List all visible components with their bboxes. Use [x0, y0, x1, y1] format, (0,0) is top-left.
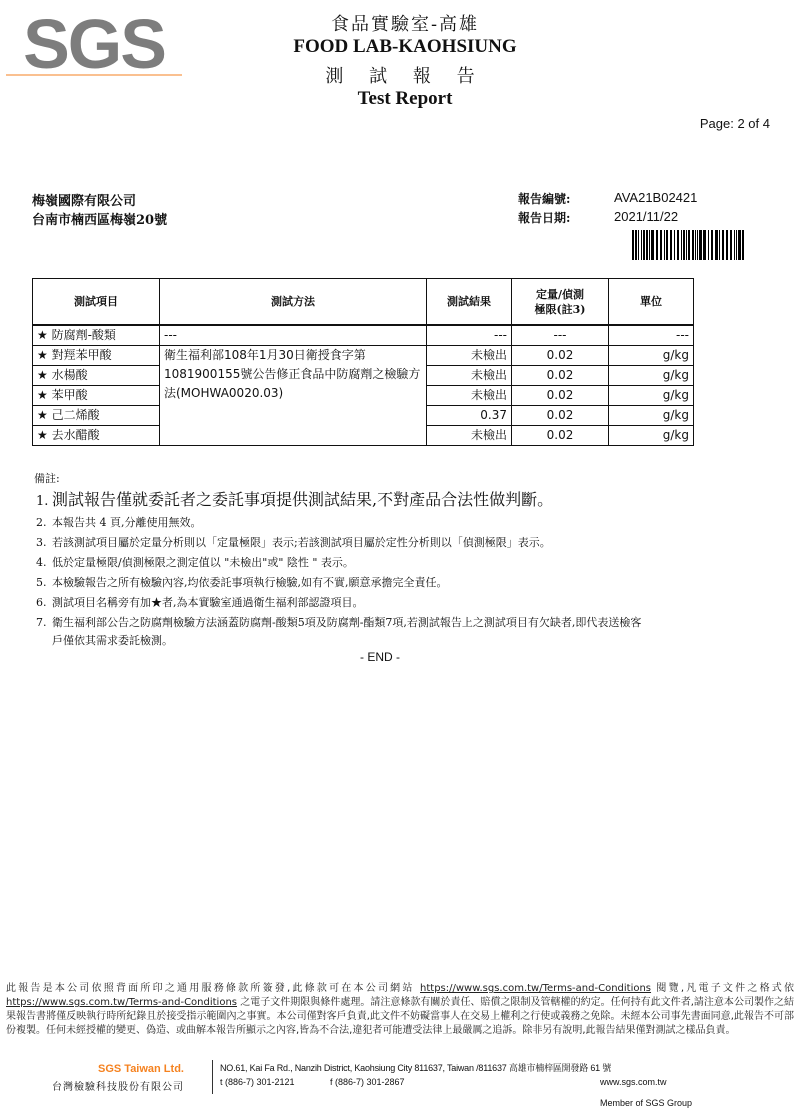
barcode-bar: [742, 230, 744, 260]
disclaimer-text: 此報告是本公司依照背面所印之通用服務條款所簽發,此條款可在本公司網站: [6, 983, 421, 994]
report-date-value: 2021/11/22: [614, 209, 679, 224]
note-item: [36, 514, 766, 532]
note-item: [36, 488, 766, 514]
barcode-bar: [641, 230, 642, 260]
notes-heading: 備註:: [34, 472, 60, 485]
barcode-bar: [656, 230, 658, 260]
footer-website[interactable]: www.sgs.com.tw: [600, 1077, 667, 1087]
barcode-bar: [734, 230, 735, 260]
cell-item: ★ 防腐劑-酸類: [33, 325, 160, 346]
header-limit: 定量/偵測 極限(註3): [512, 279, 609, 326]
barcode-bar: [643, 230, 645, 260]
note-text: 低於定量極限/偵測極限之測定值以 "未檢出"或" 陰性 " 表示。: [52, 556, 354, 569]
barcode-bar: [683, 230, 685, 260]
note-number: 2.: [36, 516, 47, 529]
cell-item: ★ 對羥苯甲酸: [33, 346, 160, 366]
barcode-bar: [651, 230, 654, 260]
note-item: [36, 614, 766, 650]
header-unit: 單位: [609, 279, 694, 326]
barcode-bar: [688, 230, 690, 260]
barcode-bar: [726, 230, 728, 260]
terms-link[interactable]: https://www.sgs.com.tw/Terms-and-Conditions: [6, 997, 238, 1008]
report-date-label: 報告日期:: [518, 211, 571, 225]
barcode-bar: [670, 230, 672, 260]
header-item: 測試項目: [33, 279, 160, 326]
table-header-row: [33, 279, 694, 326]
header-method: 測試方法: [160, 279, 427, 326]
note-text: 本檢驗報告之所有檢驗內容,均依委託事項執行檢驗,如有不實,願意承擔完全責任。: [52, 576, 448, 589]
cell-item: ★ 水楊酸: [33, 366, 160, 386]
barcode-icon: [632, 230, 747, 260]
barcode-bar: [666, 230, 668, 260]
cell-limit: 0.02: [512, 426, 609, 446]
cell-result: 未檢出: [427, 346, 512, 366]
disclaimer-text: 之電子文件期限與條件處理。請注意條款有關於責任、賠償之限制及管轄權的約定。任何持有此文件者,請注意本公司製作之結果報告書將僅反映執行時所紀錄且於接受指示範圍內之事實。本公司僅對客戶負責,此文件不妨礙當事人在交易上權利之行使或義務之免除。未經本公司事先書面同意,此報告不可部份複製。任何未經授權的變更、偽造、或曲解本報告所顯示之內容,皆為不合法,違犯者可能遭受法律上最嚴厲之追訴。除非另有說明,此報告結果僅對測試之樣品負責。: [6, 997, 794, 1036]
barcode-bar: [711, 230, 713, 260]
note-number: 1.: [36, 494, 49, 509]
cell-method-text: 衛生福利部108年1月30日衛授食字第1081900155號公告修正食品中防腐劑之檢驗方法(MOHWA0020.03): [160, 346, 427, 446]
cell-item: ★ 己二烯酸: [33, 406, 160, 426]
report-no-label: 報告編號:: [518, 192, 571, 206]
barcode-bar: [649, 230, 650, 260]
barcode-bar: [660, 230, 662, 260]
barcode-bar: [664, 230, 665, 260]
cell-unit: g/kg: [609, 406, 694, 426]
cell-limit: ---: [512, 325, 609, 346]
barcode-bar: [719, 230, 720, 260]
barcode-bar: [632, 230, 634, 260]
note-item: [36, 594, 766, 612]
report-no-value: AVA21B02421: [614, 190, 698, 205]
cell-item: ★ 苯甲酸: [33, 386, 160, 406]
barcode-bar: [697, 230, 698, 260]
barcode-bar: [681, 230, 682, 260]
lab-title-zh: 食品實驗室-高雄: [330, 14, 480, 35]
barcode-bar: [638, 230, 639, 260]
client-address: 台南市楠西區梅嶺20號: [32, 213, 168, 228]
cell-unit: g/kg: [609, 346, 694, 366]
barcode-bar: [686, 230, 687, 260]
note-number: 6.: [36, 596, 47, 609]
cell-result: 0.37: [427, 406, 512, 426]
cell-limit: 0.02: [512, 346, 609, 366]
page-number: Page: 2 of 4: [699, 116, 770, 131]
note-text-continued: 戶僅依其需求委託檢測。: [52, 634, 173, 647]
note-text: 本報告共 4 頁,分離使用無效。: [52, 516, 202, 529]
footer-divider: [212, 1060, 213, 1094]
footer-fax: f (886-7) 301-2867: [330, 1077, 405, 1087]
cell-item: ★ 去水醋酸: [33, 426, 160, 446]
barcode-bar: [699, 230, 702, 260]
footer-address: NO.61, Kai Fa Rd., Nanzih District, Kaohsiung City 811637, Taiwan /811637 高雄市楠梓區開發路 61 號: [220, 1063, 612, 1073]
sgs-logo: [6, 8, 182, 80]
footer-member: Member of SGS Group: [600, 1098, 693, 1108]
note-number: 7.: [36, 616, 47, 629]
report-title-en: Test Report: [357, 88, 453, 109]
report-title-zh: 測 試 報 告: [325, 66, 485, 87]
barcode-bar: [677, 230, 679, 260]
cell-unit: g/kg: [609, 386, 694, 406]
barcode-bar: [730, 230, 732, 260]
disclaimer-text: 閱覽,凡電子文件之格式依: [651, 983, 795, 994]
footer-phone: t (886-7) 301-2121: [220, 1077, 295, 1087]
barcode-bar: [738, 230, 741, 260]
note-number: 5.: [36, 576, 47, 589]
terms-link[interactable]: https://www.sgs.com.tw/Terms-and-Conditions: [420, 983, 652, 994]
cell-unit: ---: [609, 325, 694, 346]
note-item: [36, 534, 766, 552]
lab-title-en: FOOD LAB-KAOHSIUNG: [293, 36, 517, 57]
note-item: [36, 574, 766, 592]
results-table: [32, 278, 694, 446]
svg-text:SGS: SGS: [23, 8, 165, 80]
cell-result: 未檢出: [427, 366, 512, 386]
barcode-bar: [674, 230, 675, 260]
barcode-bar: [692, 230, 694, 260]
cell-limit: 0.02: [512, 386, 609, 406]
cell-result: ---: [427, 325, 512, 346]
table-row: [33, 346, 694, 366]
barcode-bar: [703, 230, 706, 260]
barcode-bar: [646, 230, 648, 260]
cell-method: ---: [160, 325, 427, 346]
cell-unit: g/kg: [609, 366, 694, 386]
barcode-bar: [635, 230, 637, 260]
cell-limit: 0.02: [512, 366, 609, 386]
cell-limit: 0.02: [512, 406, 609, 426]
barcode-bar: [695, 230, 696, 260]
note-text: 測試報告僅就委託者之委託事項提供測試結果,不對產品合法性做判斷。: [52, 490, 554, 509]
cell-unit: g/kg: [609, 426, 694, 446]
note-text: 衛生福利部公告之防腐劑檢驗方法涵蓋防腐劑-酸類5項及防腐劑-酯類7項,若測試報告上之測試項目有欠缺者,即代表送檢客: [52, 616, 642, 629]
disclaimer: [6, 982, 794, 1038]
note-text: 測試項目名稱旁有加★者,為本實驗室通過衛生福利部認證項目。: [52, 596, 364, 609]
table-row: [33, 325, 694, 346]
footer-company-en: SGS Taiwan Ltd.: [98, 1063, 184, 1075]
end-marker: - END -: [360, 650, 400, 664]
note-text: 若該測試項目屬於定量分析則以「定量極限」表示;若該測試項目屬於定性分析則以「偵測極限」表示。: [52, 536, 551, 549]
barcode-bar: [736, 230, 737, 260]
cell-result: 未檢出: [427, 386, 512, 406]
client-name: 梅嶺國際有限公司: [32, 194, 137, 209]
header-result: 測試結果: [427, 279, 512, 326]
note-number: 3.: [36, 536, 47, 549]
barcode-bar: [722, 230, 724, 260]
cell-result: 未檢出: [427, 426, 512, 446]
barcode-bar: [715, 230, 718, 260]
note-number: 4.: [36, 556, 47, 569]
note-item: [36, 554, 766, 572]
footer-company-zh: 台灣檢驗科技股份有限公司: [52, 1082, 184, 1093]
barcode-bar: [708, 230, 709, 260]
